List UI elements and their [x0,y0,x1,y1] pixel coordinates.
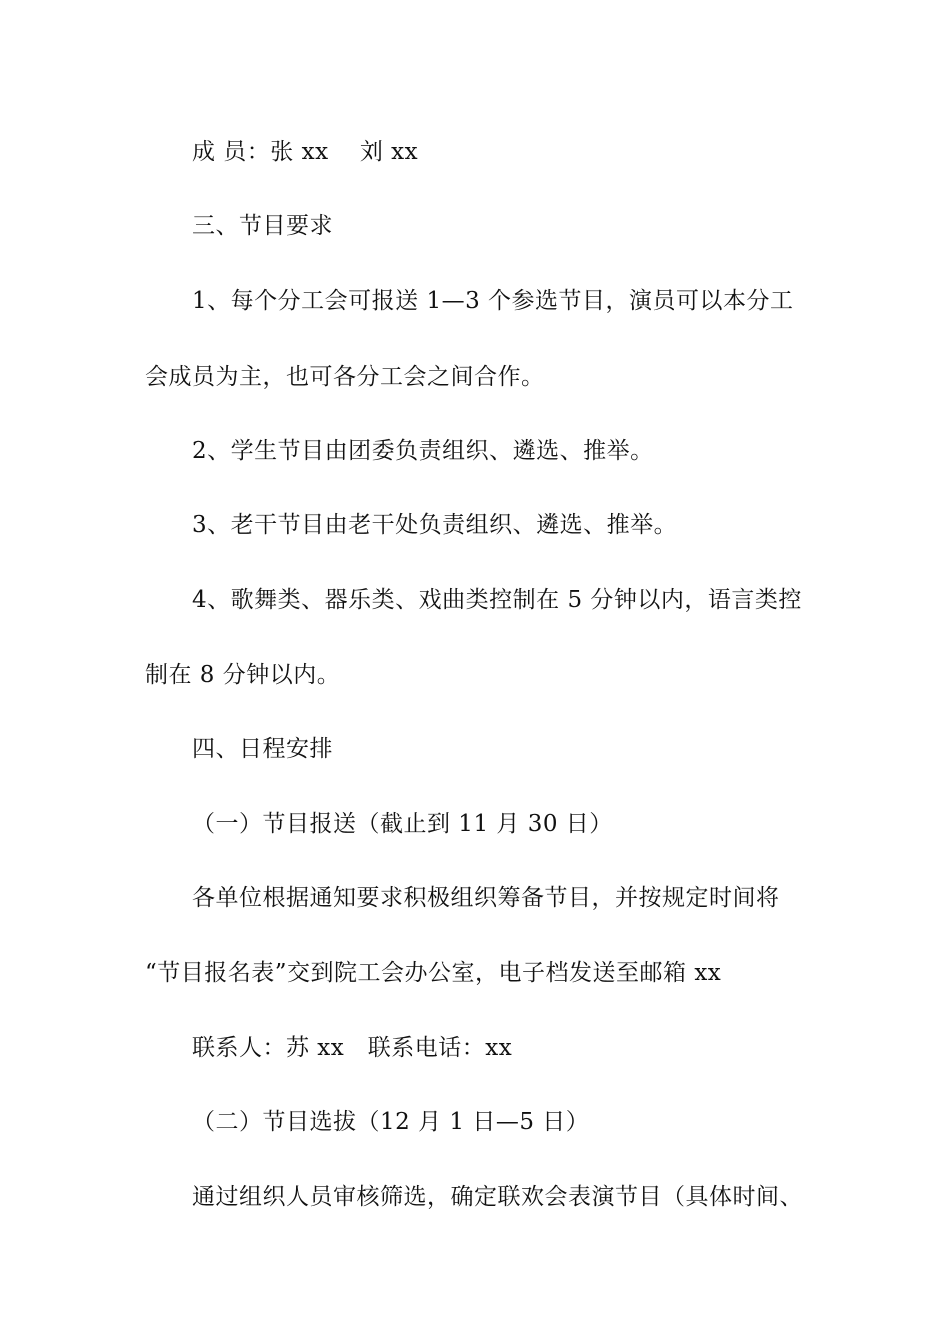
members-line: 成 员：张 xx 刘 xx [192,139,419,165]
requirement-3: 3、老干节目由老干处负责组织、遴选、推举。 [192,512,678,538]
requirement-1-line-2: 会成员为主，也可各分工会之间合作。 [145,364,545,390]
selection-paragraph-line-1: 通过组织人员审核筛选，确定联欢会表演节目（具体时间、 [192,1184,803,1210]
submission-paragraph-line-2: “节目报名表”交到院工会办公室，电子档发送至邮箱 xx [145,960,722,986]
requirement-4-line-1: 4、歌舞类、器乐类、戏曲类控制在 5 分钟以内，语言类控 [192,587,802,613]
subsection-heading-program-submission: （一）节目报送（截止到 11 月 30 日） [192,811,613,837]
section-heading-schedule: 四、日程安排 [192,736,333,762]
contact-line: 联系人：苏 xx 联系电话：xx [192,1035,513,1061]
requirement-1-line-1: 1、每个分工会可报送 1—3 个参选节目，演员可以本分工 [192,288,794,314]
requirement-4-line-2: 制在 8 分钟以内。 [145,662,341,688]
section-heading-program-requirements: 三、节目要求 [192,213,333,239]
submission-paragraph-line-1: 各单位根据通知要求积极组织筹备节目，并按规定时间将 [192,885,780,911]
subsection-heading-program-selection: （二）节目选拔（12 月 1 日—5 日） [192,1109,590,1135]
requirement-2: 2、学生节目由团委负责组织、遴选、推举。 [192,438,654,464]
